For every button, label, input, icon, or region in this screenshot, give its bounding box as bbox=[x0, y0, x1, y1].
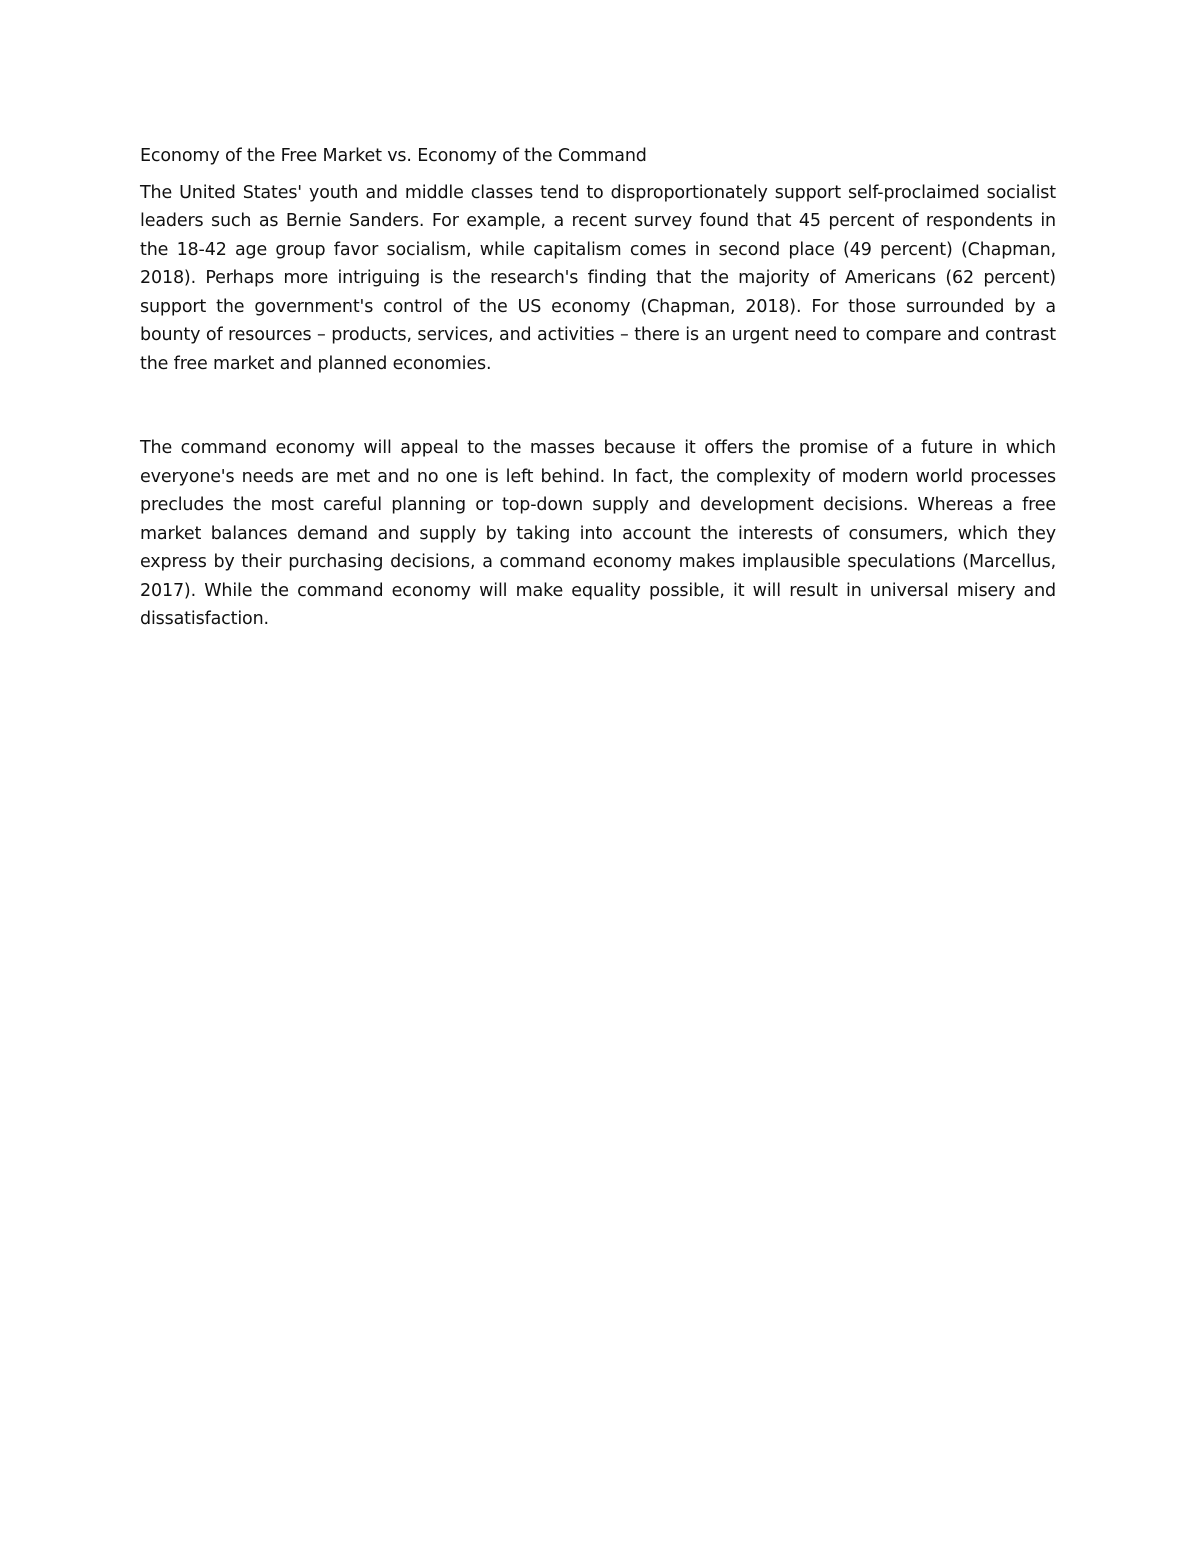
paragraph-1: The United States' youth and middle classes tend to disproportionately support self-proclaimed socialist leaders such as Bernie Sanders. For example, a recent survey found that 45 percent of respondents in the 18-42 age group favor socialism, while capitalism comes in second place (49 percent) (Chapman, 2018). Perhaps more intriguing is the research's finding that the majority of Americans (62 percent) support the government's control of the US economy (Chapman, 2018). For those surrounded by a bounty of resources – products, services, and activities – there is an urgent need to compare and contrast the free market and planned economies. bbox=[140, 182, 1056, 374]
document-title: Economy of the Free Market vs. Economy of the Command bbox=[140, 146, 647, 166]
document-body bbox=[140, 142, 1056, 634]
paragraph-2: The command economy will appeal to the masses because it offers the promise of a future in which everyone's needs are met and no one is left behind. In fact, the complexity of modern world processes precludes the most careful planning or top-down supply and development decisions. Whereas a free market balances demand and supply by taking into account the interests of consumers, which they express by their purchasing decisions, a command economy makes implausible speculations (Marcellus, 2017). While the command economy will make equality possible, it will result in universal misery and dissatisfaction. bbox=[140, 438, 1056, 629]
